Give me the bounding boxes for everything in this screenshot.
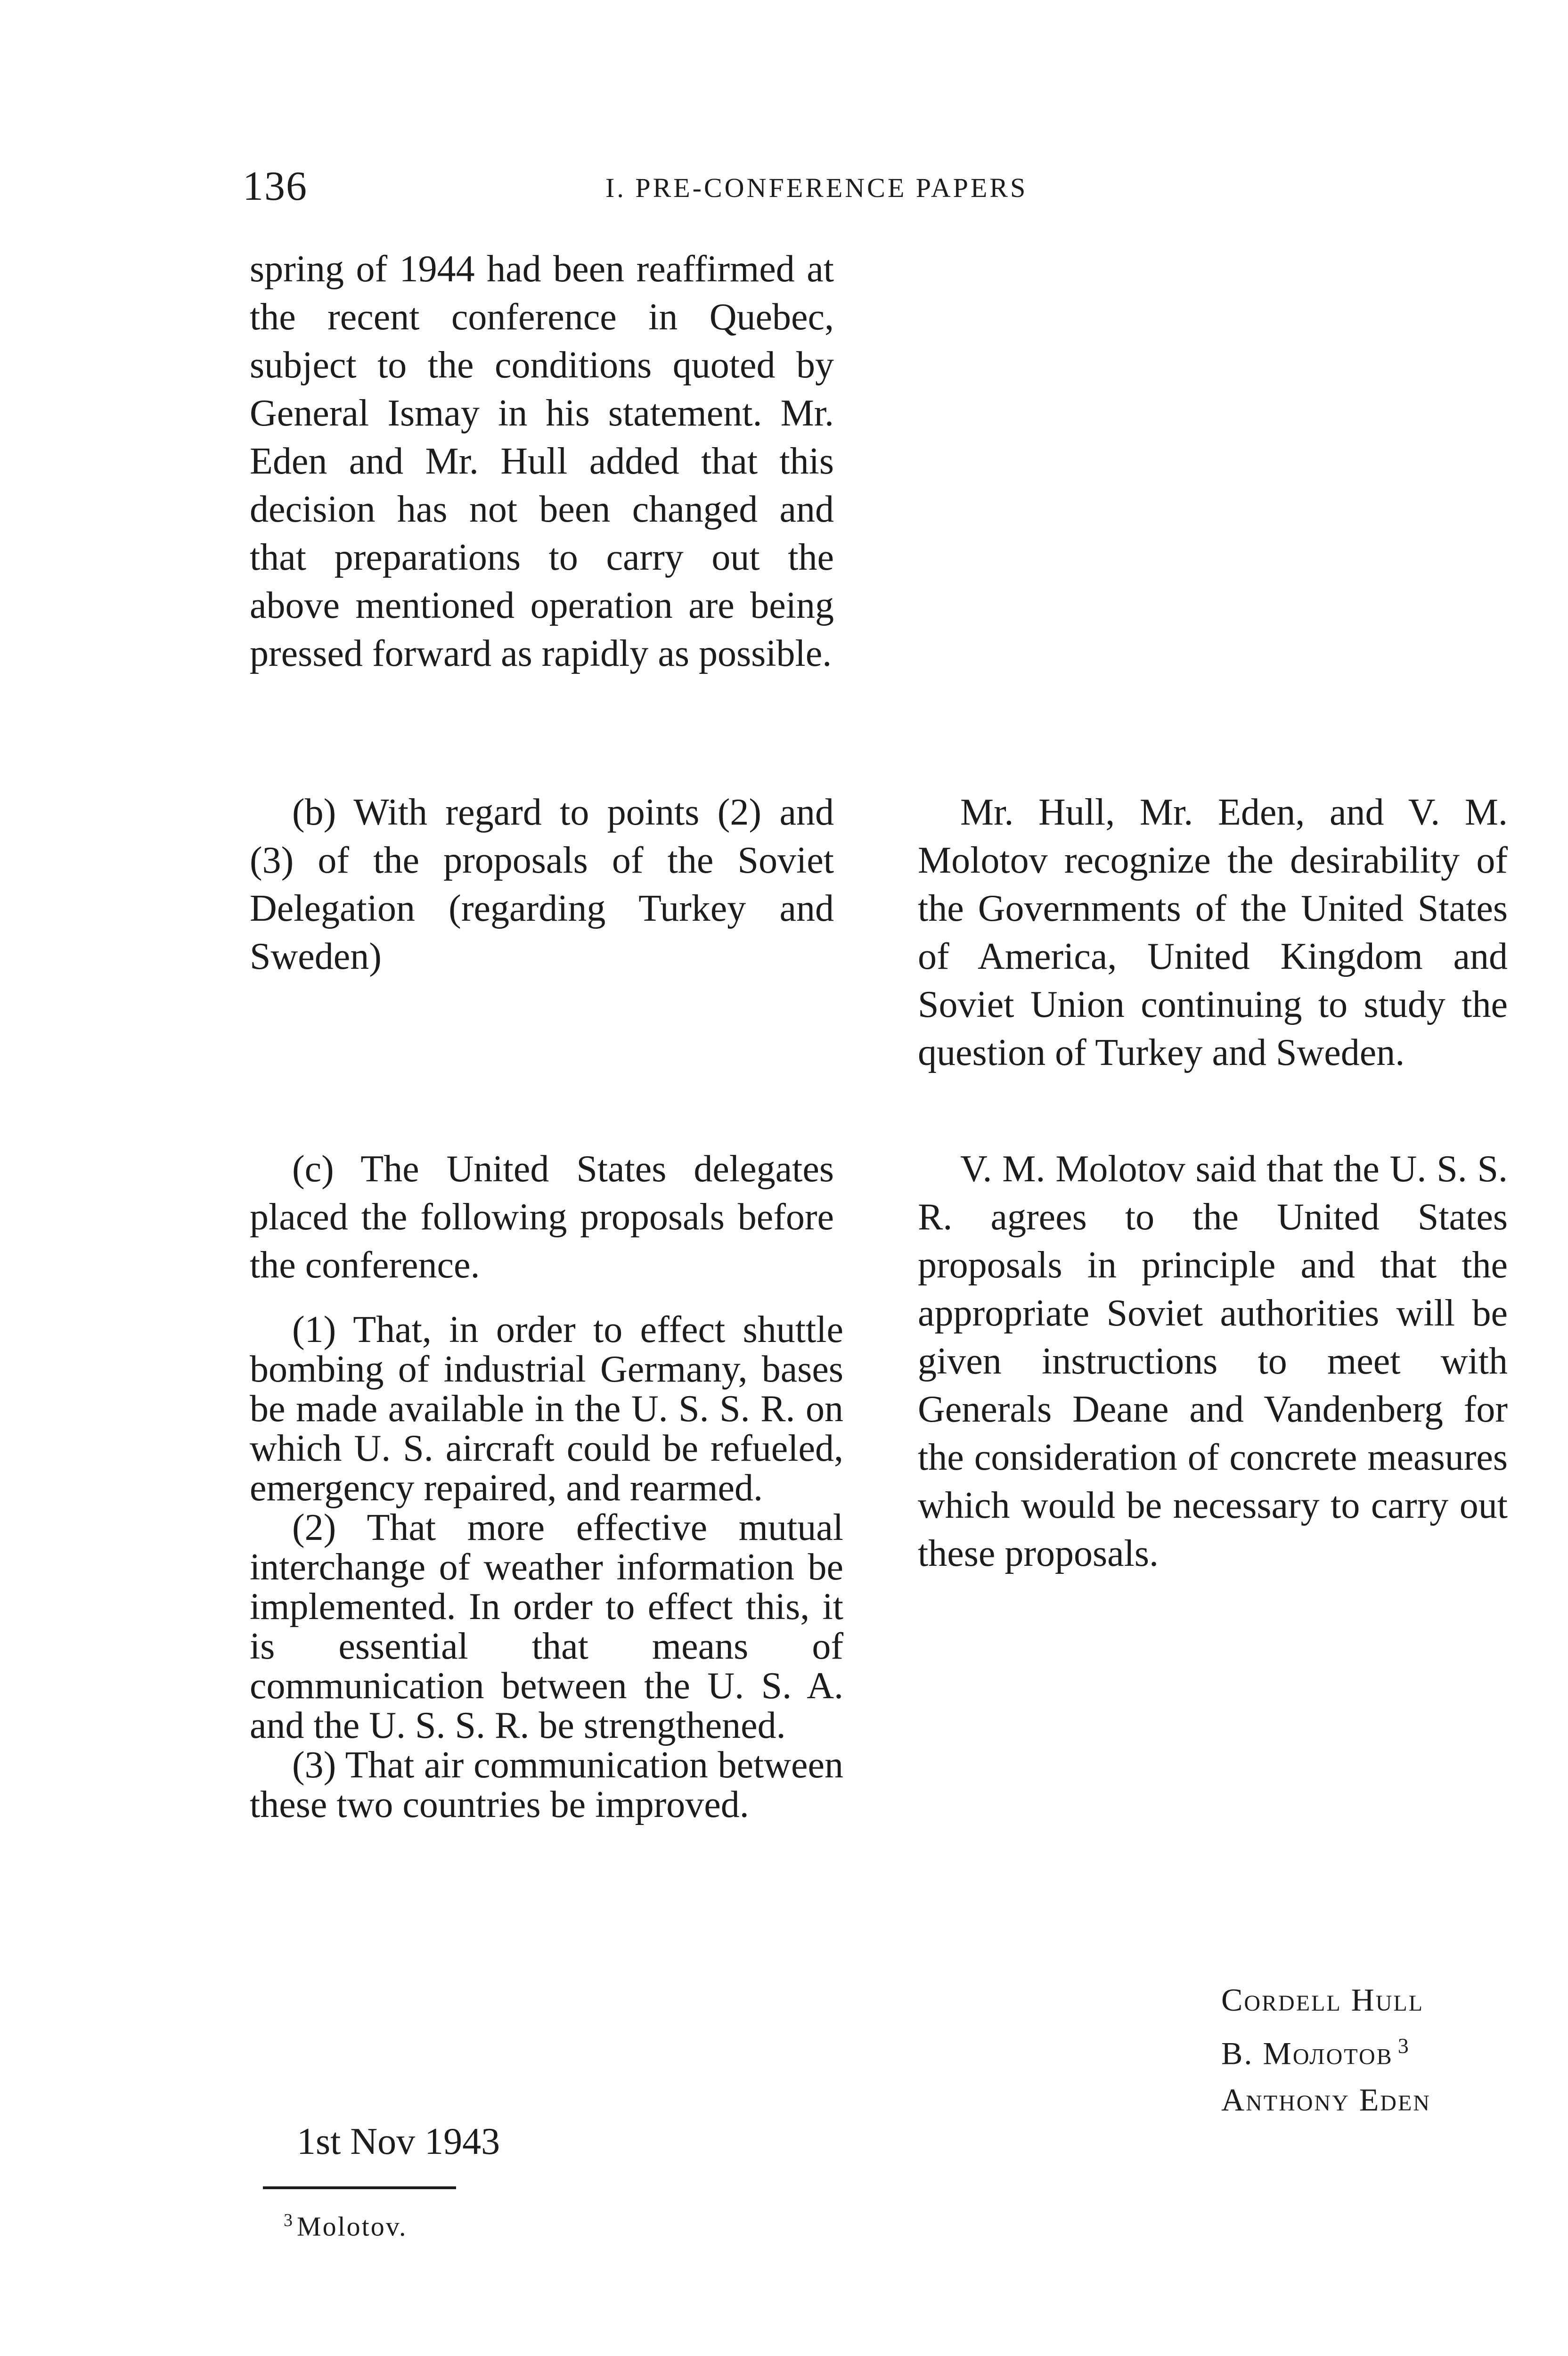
footnote <box>284 2210 408 2242</box>
point-c-paragraph: (c) The United States delegates placed the following proposals before the conference. <box>250 1148 834 1286</box>
response-c-block <box>918 1145 1508 1578</box>
proposal-item-1: (1) That, in order to effect shuttle bombing of industrial Germany, bases be made available in the U. S. S. R. on which U. S. aircraft could be refueled, emergency repaired, and rearmed. <box>250 1309 843 1509</box>
signature-eden: Anthony Eden <box>1221 2081 1431 2118</box>
intro-paragraph-block <box>250 245 834 678</box>
response-c-paragraph: V. M. Molotov said that the U. S. S. R. agrees to the United States proposals in principle and that the appropriate Soviet authorities will be given instructions to meet with Generals Deane and Vandenberg for the consideration of concrete measures which would be necessary to carry out these proposals. <box>918 1148 1508 1574</box>
response-b-block <box>918 788 1508 1077</box>
point-b-paragraph: (b) With regard to points (2) and (3) of the proposals of the Soviet Delegation (regarding Turkey and Sweden) <box>250 792 834 977</box>
footnote-text: Molotov. <box>297 2211 408 2242</box>
signature-molotov <box>1221 2023 1431 2077</box>
footnote-marker: 3 <box>284 2210 294 2230</box>
signature-block <box>1221 1977 1431 2123</box>
proposal-item-3: (3) That air communication between these two countries be improved. <box>250 1744 843 1825</box>
us-proposals-list <box>250 1310 843 1824</box>
signature-footnote-marker: 3 <box>1397 2034 1410 2058</box>
signature-hull: Cordell Hull <box>1221 1982 1424 2018</box>
point-b-block <box>250 788 834 981</box>
proposal-item-2: (2) That more effective mutual interchange of weather information be implemented. In order to effect this, it is essential that means of communication between the U. S. A. and the U. S. S. R. be strengthened. <box>250 1507 843 1746</box>
running-title: I. PRE-CONFERENCE PAPERS <box>605 172 1028 203</box>
running-header <box>243 163 1133 214</box>
point-c-block <box>250 1145 834 1289</box>
intro-paragraph: spring of 1944 had been reaffirmed at the recent conference in Quebec, subject to the conditions quoted by General Ismay in his statement. Mr. Eden and Mr. Hull added that this decision has not been changed and that preparations to carry out the above mentioned operation are being pressed forward as rapidly as possible. <box>250 248 834 674</box>
date-line: 1st Nov 1943 <box>297 2121 500 2162</box>
page-number: 136 <box>243 164 308 209</box>
footnote-divider <box>263 2186 456 2189</box>
signature-molotov-text: B. Молотов <box>1221 2035 1393 2071</box>
response-b-paragraph: Mr. Hull, Mr. Eden, and V. M. Molotov recognize the desirability of the Governments of the United States of America, United Kingdom and Soviet Union continuing to study the question of Turkey and Sweden. <box>918 792 1508 1073</box>
